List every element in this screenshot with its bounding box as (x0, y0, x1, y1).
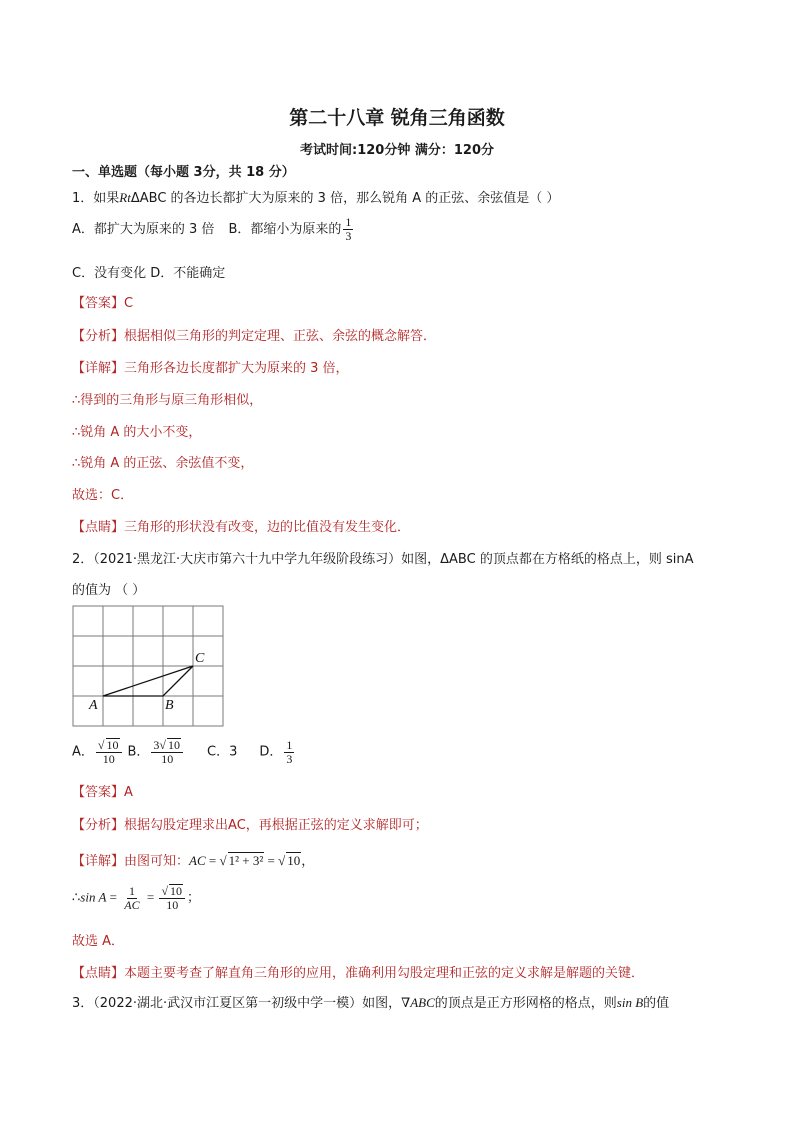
q3-stem-b: 的顶点是正方形网格的格点，则 (434, 996, 617, 1011)
formula-radicand: 1² + 3² (228, 853, 264, 868)
comment-tag: 【点睛】 (72, 966, 125, 981)
detail-tag: 【详解】 (72, 854, 125, 869)
answer-tag: 【答案】 (72, 785, 125, 800)
comment-text: 本题主要考查了解直角三角形的应用，准确利用勾股定理和正弦的定义求解是解题的关键． (124, 966, 645, 981)
q3-stem-c: 的值 (643, 996, 670, 1011)
q1-option-b: B．都缩小为原来的 (228, 222, 342, 237)
q1-detail-2: ∴得到的三角形与原三角形相似， (72, 393, 263, 408)
q1-option-b-fraction (343, 216, 353, 243)
q2-options (72, 738, 296, 766)
fraction-denominator: 3 (286, 751, 293, 766)
radicand: 10 (106, 738, 119, 752)
fraction-numerator: 1 (128, 883, 135, 898)
q2-option-a-prefix: A． (72, 744, 94, 760)
q1-stem-a: 如果 (93, 191, 120, 206)
exam-info: 考试时间:120分钟 满分：120分 (300, 143, 494, 158)
section-heading: 一、单选题（每小题 3分，共 18 分） (72, 165, 295, 180)
answer-value: C (124, 296, 134, 311)
fraction-numerator: 3√ 10 (151, 738, 183, 753)
q2-answer (72, 781, 133, 800)
radicand: 10 (168, 738, 181, 752)
fraction-numerator: √ 10 (159, 884, 185, 899)
q1-stem (72, 187, 559, 206)
q1-answer (72, 292, 133, 311)
fraction-numerator: √ 10 (96, 738, 122, 753)
fraction-numerator: 1 (345, 215, 352, 229)
q2-detail: 【详解】由图可知：AC = √ 1² + 3² = √ 10， (72, 853, 315, 869)
detail-end: ， (301, 854, 315, 869)
vertex-label-c: C (195, 651, 205, 666)
detail-text: 三角形各边长度都扩大为原来的 3 倍， (124, 361, 349, 376)
q1-option-d: D．不能确定 (150, 266, 226, 281)
q2-option-d-fraction (284, 739, 294, 766)
analysis-ac: AC (228, 818, 246, 833)
detail-tag: 【详解】 (72, 361, 125, 376)
coefficient: 3 (153, 738, 160, 752)
q2-option-b-prefix: B． (127, 744, 150, 760)
sin-end: ； (187, 890, 201, 906)
q2-stem-line1 (72, 548, 693, 567)
q2-number: 2． (72, 552, 94, 567)
analysis-text-a: 根据勾股定理求出 (124, 818, 229, 833)
q1-comment (72, 516, 410, 535)
q1-number: 1． (72, 191, 94, 206)
q1-stem-rt: Rt (119, 190, 131, 205)
comment-text: 三角形的形状没有改变，边的比值没有发生变化． (124, 520, 411, 535)
answer-value: A (124, 785, 133, 800)
fraction-numerator: 1 (286, 737, 293, 752)
q1-detail-3: ∴锐角 A 的大小不变， (72, 425, 202, 440)
q3-stem-a: （2022·湖北·武汉市江夏区第一初级中学一模）如图， (93, 996, 402, 1011)
q1-options-ab (72, 216, 355, 243)
fraction-denominator: 10 (102, 752, 115, 766)
q3-sin-b: sin B (616, 995, 644, 1010)
q1-option-c: C．没有变化 (72, 266, 147, 281)
vertex-label-b: B (165, 698, 174, 713)
fraction-denominator: 10 (161, 752, 174, 766)
q1-stem-b: ΔABC 的各边长都扩大为原来的 3 倍，那么锐角 A 的正弦、余弦值是（ ） (130, 191, 560, 206)
q3-stem (72, 992, 669, 1011)
fraction-denominator: 10 (166, 898, 179, 912)
therefore-symbol: ∴ (72, 890, 81, 906)
q2-comment (72, 962, 644, 981)
sin-fraction-1 (122, 885, 141, 912)
q2-stem-text: （2021·黑龙江·大庆市第六十九中学九年级阶段练习）如图，ΔABC 的顶点都在方格纸的格点上，则 sinA (93, 552, 694, 567)
radicand: 10 (170, 884, 183, 898)
triangle-abc (103, 666, 193, 696)
q1-option-a: A．都扩大为原来的 3 倍 (72, 222, 215, 237)
q1-options-cd (72, 262, 225, 281)
sin-a: sin A (80, 889, 107, 905)
q2-stem-line2: 的值为 （ ） (72, 583, 146, 598)
sin-fraction-2 (159, 884, 185, 912)
page-title: 第二十八章 锐角三角函数 (289, 107, 505, 129)
q1-detail-5: 故选：C． (72, 488, 134, 503)
q1-detail-4: ∴锐角 A 的正弦、余弦值不变， (72, 456, 254, 471)
comment-tag: 【点睛】 (72, 520, 125, 535)
q3-number: 3． (72, 996, 94, 1011)
q1-analysis (72, 325, 436, 344)
formula-result: 10 (287, 853, 301, 868)
analysis-tag: 【分析】 (72, 818, 125, 833)
q3-triangle: ∇ABC (401, 995, 435, 1010)
q2-option-b-fraction (151, 738, 183, 766)
vertex-label-a: A (89, 698, 98, 713)
q2-option-a-fraction (96, 738, 122, 766)
analysis-text: 根据相似三角形的判定定理、正弦、余弦的概念解答． (124, 329, 437, 344)
formula-ac: AC (189, 853, 206, 868)
answer-tag: 【答案】 (72, 296, 125, 311)
q2-sin-formula: ∴sin A = $\frac{1}{AC}$ = $\frac{√ 10}{10}$ ； (72, 883, 201, 912)
fraction-denominator: AC (124, 897, 140, 912)
detail-text: 由图可知： (124, 854, 190, 869)
fraction-denominator: 3 (345, 229, 352, 243)
q2-option-c: C．3 (207, 744, 238, 760)
q2-choose: 故选 A． (72, 934, 125, 949)
analysis-tag: 【分析】 (72, 329, 125, 344)
q1-detail-1 (72, 357, 349, 376)
q2-analysis (72, 814, 428, 833)
analysis-text-b: ，再根据正弦的定义求解即可； (245, 818, 428, 833)
q2-option-d-prefix: D． (259, 744, 283, 760)
grid-triangle-figure (72, 605, 226, 729)
